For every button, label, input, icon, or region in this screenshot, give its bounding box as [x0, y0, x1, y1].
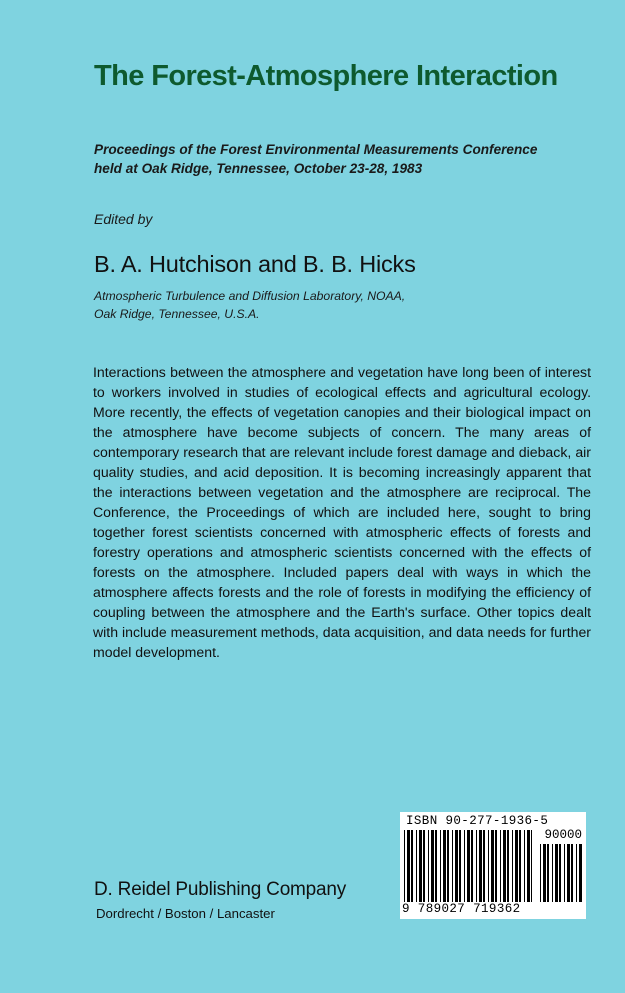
affiliation-line-2: Oak Ridge, Tennessee, U.S.A.	[94, 307, 260, 321]
publisher-locations: Dordrecht / Boston / Lancaster	[96, 906, 275, 921]
editors-names: B. A. Hutchison and B. B. Hicks	[94, 251, 416, 277]
price-code: 90000	[544, 828, 582, 842]
affiliation-line-1: Atmospheric Turbulence and Diffusion Laboratory, NOAA,	[94, 289, 406, 303]
publisher-name: D. Reidel Publishing Company	[94, 879, 347, 900]
editors-affiliation	[94, 287, 554, 323]
edited-by-label: Edited by	[94, 211, 153, 227]
ean-number: 9 789027 719362	[402, 902, 521, 916]
subtitle	[94, 140, 594, 178]
description-blurb: Interactions between the atmosphere and vegetation have long been of interest to workers involved in studies of ecological effects and agricultural ecology. More recently, the effects of vegetation canopies and their biological impact on the atmosphere have become subjects of concern. The many areas of contemporary research that are relevant include forest damage and dieback, air quality studies, and acid deposition. It is becoming increasingly apparent that the interactions between vegetation and the atmosphere are reciprocal. The Conference, the Proceedings of which are included here, sought to bring together forest scientists concerned with atmospheric effects of forests and forestry operations and atmospheric scientists concerned with the effects of forests on the atmosphere. Included papers deal with ways in which the atmosphere affects forests and the role of forests in modifying the efficiency of coupling between the atmosphere and the Earth's surface. Other topics dealt with include measurement methods, data acquisition, and data needs for further model development.	[93, 364, 591, 660]
isbn-text: ISBN 90-277-1936-5	[406, 814, 549, 828]
barcode-panel	[400, 812, 586, 919]
book-title: The Forest-Atmosphere Interaction	[94, 60, 558, 92]
subtitle-line-1: Proceedings of the Forest Environmental Measurements Conference	[94, 142, 538, 157]
subtitle-line-2: held at Oak Ridge, Tennessee, October 23-28, 1983	[94, 161, 423, 176]
